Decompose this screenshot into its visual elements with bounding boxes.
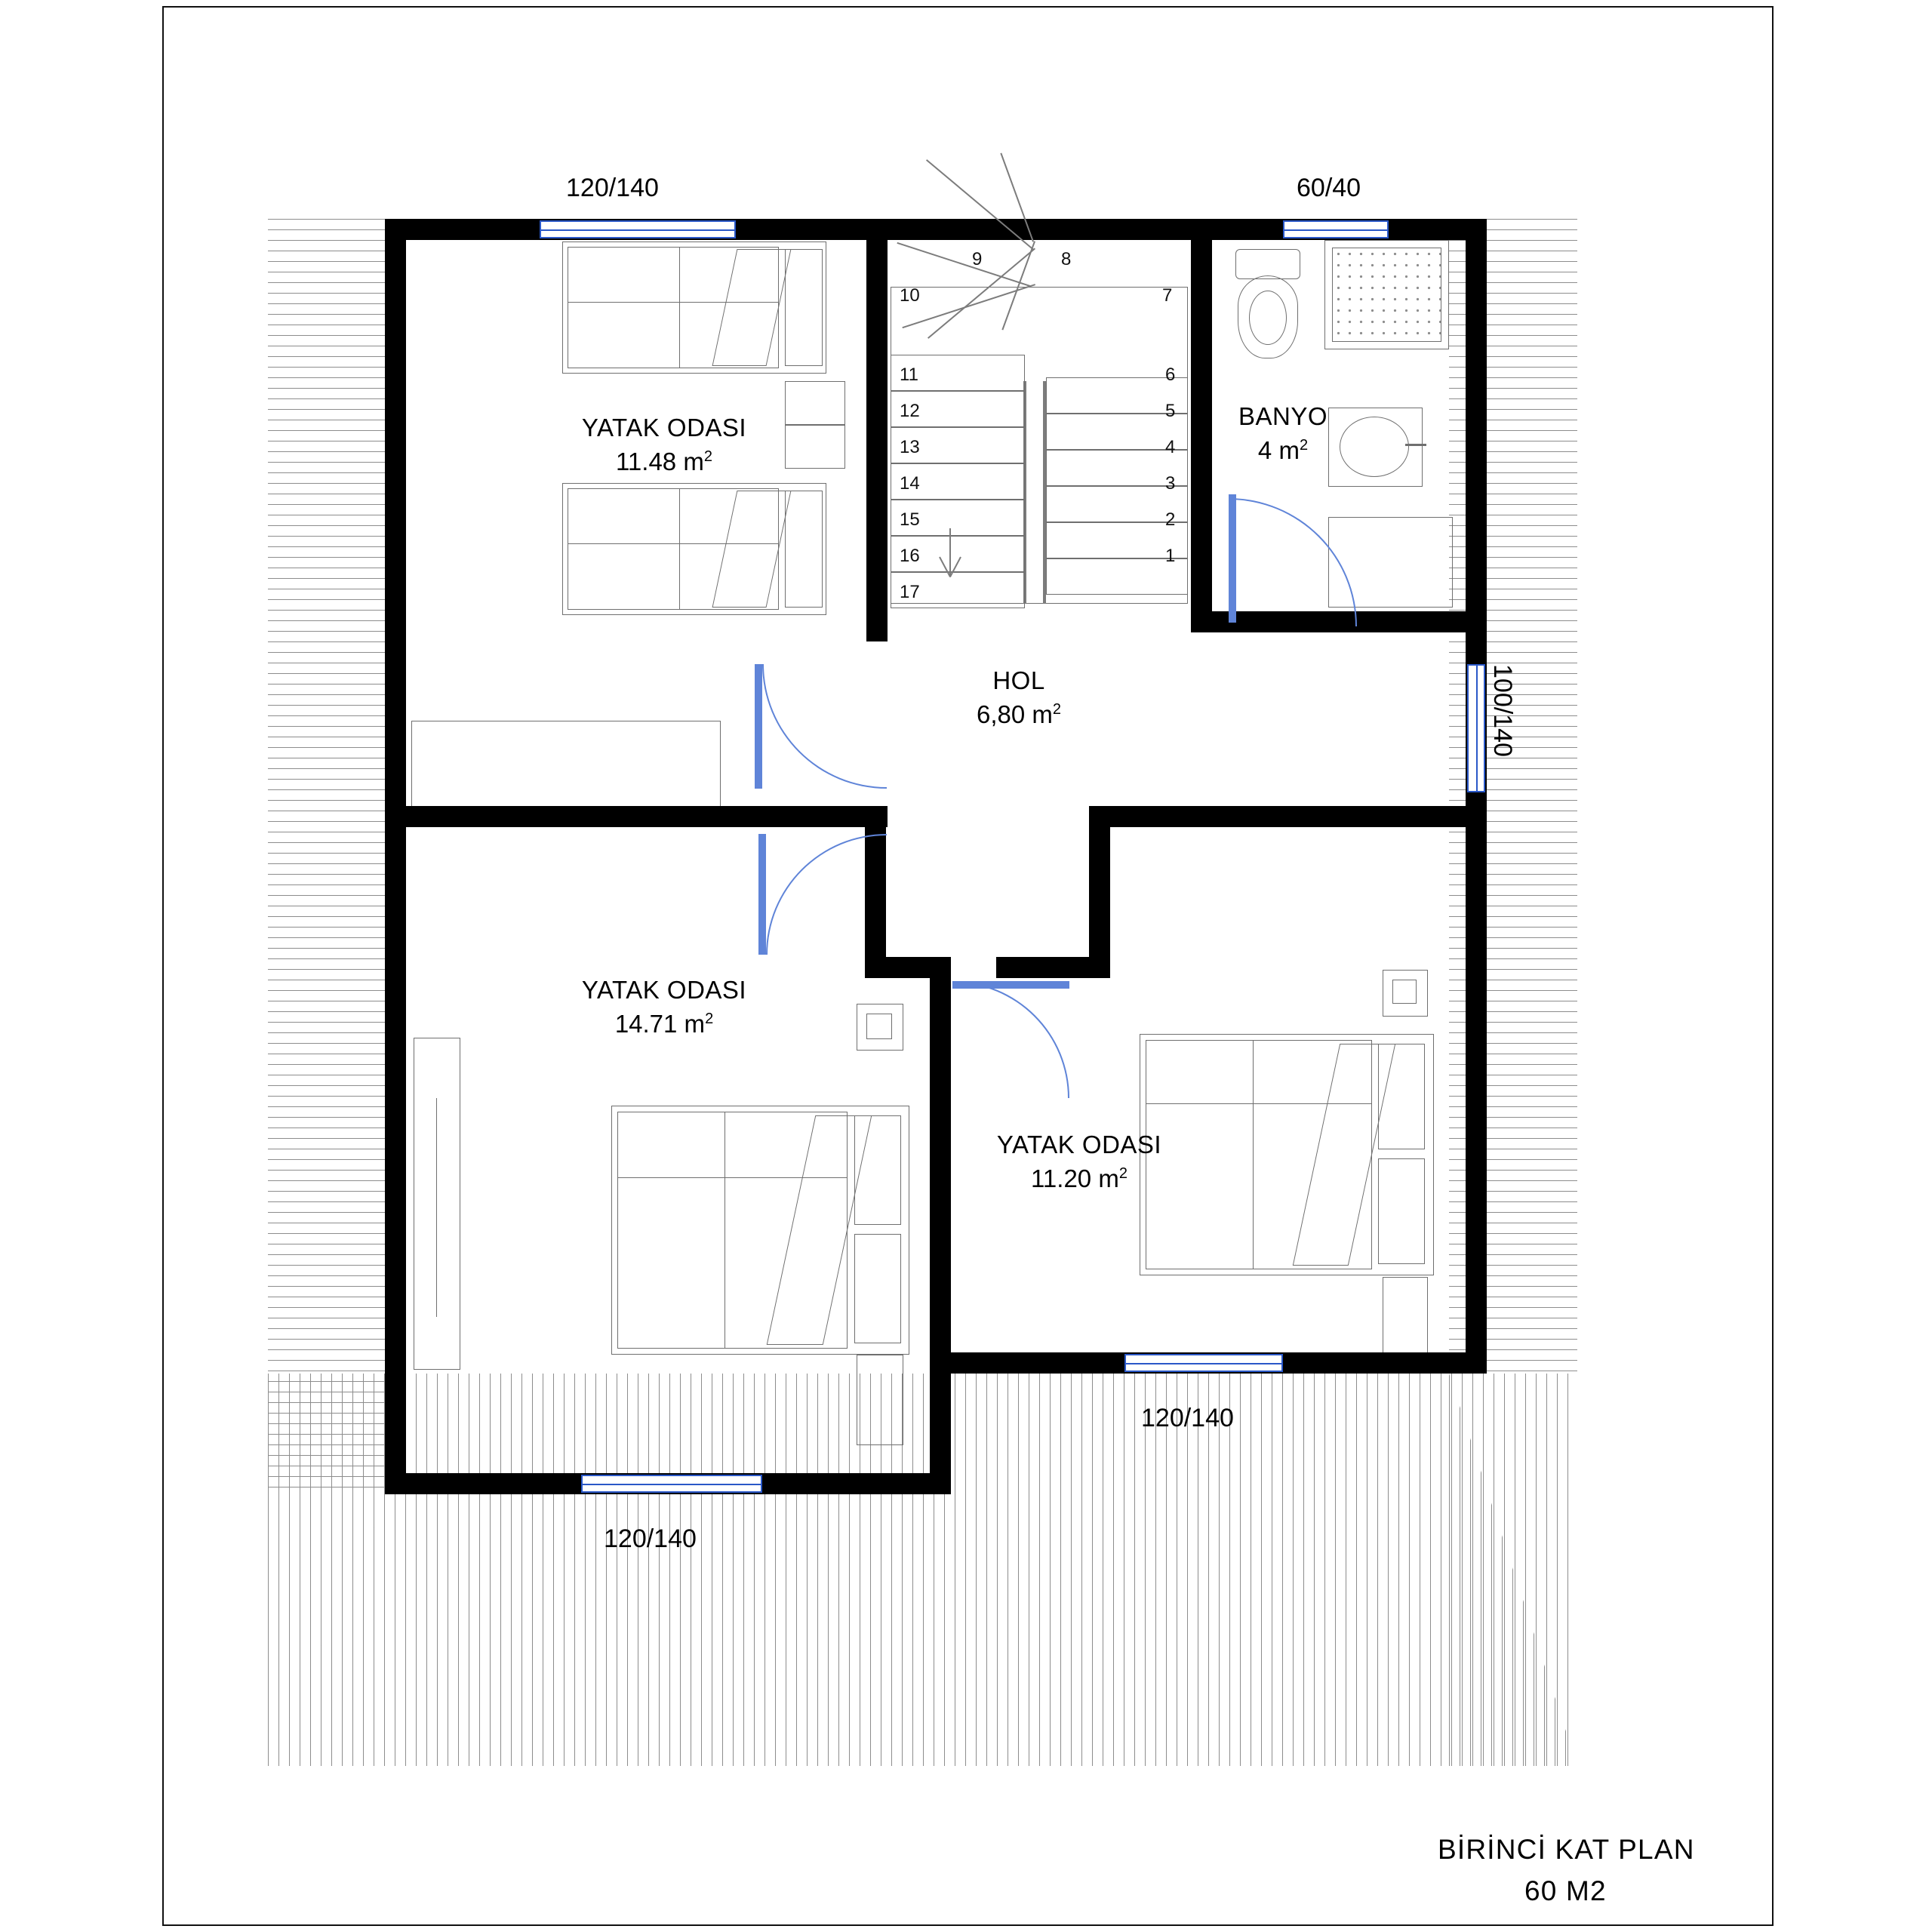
window-bottom-left[interactable] <box>581 1475 762 1493</box>
stair-number-10: 10 <box>900 285 920 306</box>
room-name: BANYO <box>1238 402 1328 430</box>
stair-number-13: 13 <box>900 437 920 457</box>
window-right[interactable] <box>1467 664 1485 792</box>
bed-single-top-1-pillow <box>785 249 823 366</box>
wall-bottom-connector <box>930 1352 951 1494</box>
wall-bedroom-topleft-bottom <box>385 806 888 827</box>
room-label-bedroom-bottom-left <box>521 974 808 1041</box>
wall-left-outer <box>385 219 406 1494</box>
stair-arrow-shaft <box>949 528 951 575</box>
room-area-value: 4 m <box>1257 435 1300 464</box>
stair-number-14: 14 <box>900 473 920 494</box>
wall-hall-right-step <box>996 957 1109 978</box>
window-top-right-label: 60/40 <box>1297 174 1361 202</box>
shower-grate <box>1332 248 1441 342</box>
stair-number-6: 6 <box>1165 365 1176 385</box>
stair-number-5: 5 <box>1165 401 1176 421</box>
door-bedroom-topleft-leaf[interactable] <box>755 664 762 789</box>
room-label-bedroom-top-left <box>521 411 808 478</box>
window-bottom-right[interactable] <box>1124 1354 1283 1372</box>
room-area-value: 11.48 m <box>616 447 704 475</box>
stair-number-16: 16 <box>900 546 920 566</box>
room-area-unit: 2 <box>1299 436 1309 454</box>
room-label-bedroom-bottom-right <box>936 1128 1223 1195</box>
window-bottom-right-label: 120/140 <box>1141 1404 1234 1432</box>
window-bottom-left-label: 120/140 <box>604 1524 697 1553</box>
room-area <box>1185 434 1381 468</box>
stair-number-7: 7 <box>1162 285 1173 306</box>
window-right-label: 100/140 <box>1488 664 1517 757</box>
room-area-value: 11.20 m <box>1031 1164 1119 1192</box>
room-area-value: 14.71 m <box>614 1009 706 1038</box>
stair-number-11: 11 <box>900 365 918 385</box>
stair-number-1: 1 <box>1165 546 1176 566</box>
bed-single-top-2-pillow <box>785 491 823 608</box>
stair-number-3: 3 <box>1165 473 1176 494</box>
sink-faucet <box>1405 444 1426 446</box>
bed-single-top-1-fold <box>679 247 680 368</box>
wall-hall-right-bedroom <box>1089 806 1110 978</box>
bed-double-left-pillow-2 <box>854 1234 901 1343</box>
room-label-hall <box>898 664 1140 731</box>
room-area-unit: 2 <box>1118 1164 1128 1182</box>
room-area <box>521 1008 808 1041</box>
room-area <box>898 698 1140 732</box>
wardrobe-bottom-left-line <box>436 1098 437 1317</box>
wardrobe-top-left <box>411 721 721 808</box>
room-area-unit: 2 <box>705 1010 714 1027</box>
stair-number-8: 8 <box>1061 249 1072 269</box>
stair-number-9: 9 <box>972 249 983 269</box>
stair-number-17: 17 <box>900 582 920 602</box>
toilet-seat-inner <box>1249 291 1287 345</box>
room-area <box>936 1162 1223 1196</box>
dresser-bottom-left <box>857 1355 903 1445</box>
stair-number-12: 12 <box>900 401 920 421</box>
toilet-tank <box>1235 249 1300 279</box>
room-name: YATAK ODASI <box>581 414 747 441</box>
door-bedroom-bottomright-leaf[interactable] <box>952 981 1069 989</box>
door-bathroom-leaf[interactable] <box>1229 494 1236 623</box>
room-label-bathroom <box>1185 400 1381 467</box>
stair-number-4: 4 <box>1165 437 1176 457</box>
door-bedroom-bottomleft-leaf[interactable] <box>758 834 766 955</box>
wall-bedroom-top-right-side <box>866 219 888 641</box>
wall-hall-right-top <box>1089 806 1487 827</box>
room-area <box>521 445 808 479</box>
lamp-right-bedroom <box>1392 980 1417 1004</box>
lamp-left-bedroom <box>866 1014 892 1039</box>
room-name: YATAK ODASI <box>581 976 747 1004</box>
window-top-right[interactable] <box>1283 220 1389 238</box>
wardrobe-bottom-left <box>414 1038 460 1370</box>
bed-double-right-pillow-2 <box>1378 1158 1425 1264</box>
wall-right-outer <box>1466 219 1487 1374</box>
room-area-unit: 2 <box>703 448 712 465</box>
bed-double-right-fold1 <box>1253 1040 1254 1269</box>
window-top-left[interactable] <box>540 220 736 238</box>
room-name: HOL <box>992 666 1045 694</box>
room-area-value: 6,80 m <box>976 700 1053 728</box>
stair-number-15: 15 <box>900 509 920 530</box>
roof-hatch-left <box>268 219 392 1494</box>
stair-number-2: 2 <box>1165 509 1176 530</box>
roof-hatch-bottom <box>268 1374 1577 1766</box>
bed-single-top-2-fold <box>679 488 680 610</box>
wall-bathroom-bottom-right <box>1358 611 1487 632</box>
bed-double-left-fold1 <box>724 1112 725 1349</box>
drawing-title: BİRİNCİ KAT PLAN <box>1438 1834 1695 1865</box>
drawing-subtitle: 60 M2 <box>1524 1875 1607 1906</box>
window-top-left-label: 120/140 <box>566 174 659 202</box>
room-name: YATAK ODASI <box>996 1131 1162 1158</box>
room-area-unit: 2 <box>1052 700 1061 718</box>
